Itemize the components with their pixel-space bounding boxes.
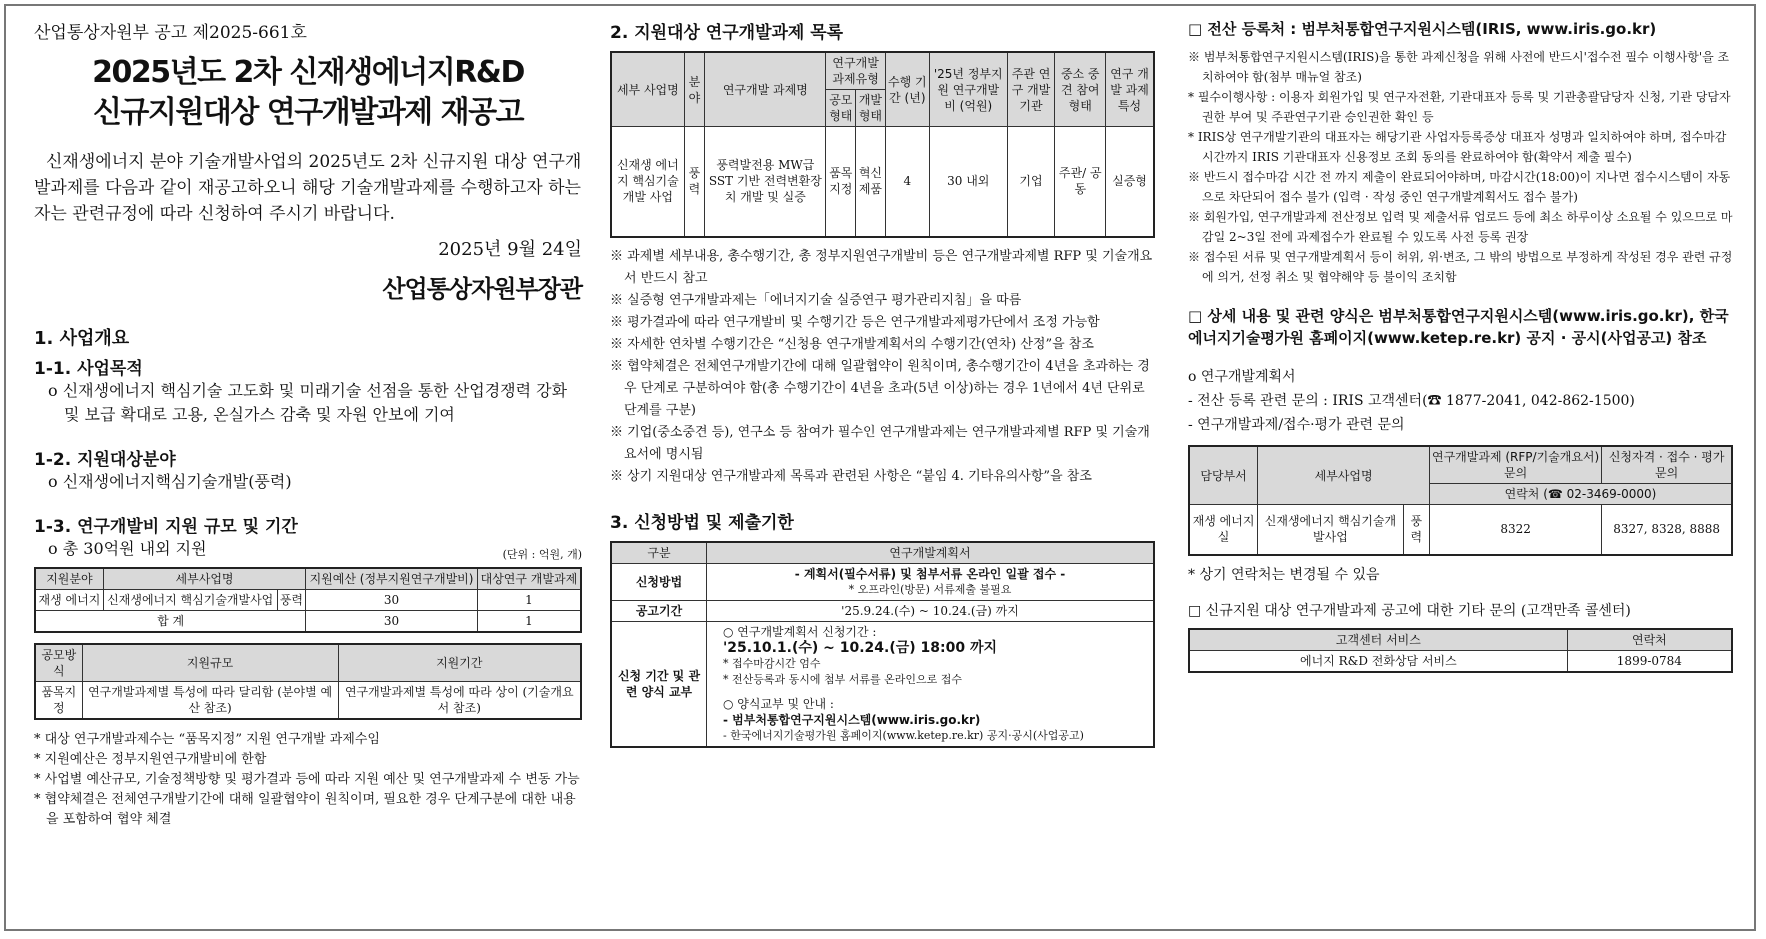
contact-info: o 연구개발계획서 - 전산 등록 관련 문의 : IRIS 고객센터(☎ 1877-2041, 042-862-1500) - 연구개발과제/접수·평가 관련 문의 xyxy=(1188,369,1635,433)
notice-title: 2025년도 2차 신재생에너지R&D 신규지원대상 연구개발과제 재공고 xyxy=(92,55,524,130)
left-notes: * 대상 연구개발과제수는 “품목지정” 지원 연구개발 과제수임 * 지원예산은 정부지원연구개발비에 한함 * 사업별 예산규모, 기술정책방향 및 평가결과 등에 따라 지원 예산 및 연구개발과제 수 변동 가능 * 협약체결은 전체연구개발기간에 대해 일괄협약이 원칙이며, 필요한 경우 단계구분에 대한 내용을 포함하여 협약 체결 xyxy=(34,732,580,827)
section-1-1-text: o 신재생에너지 핵심기술 고도화 및 미래기술 선점을 통한 산업경쟁력 강화 및 보급 확대로 고용, 온실가스 감축 및 자원 안보에 기여 xyxy=(48,381,568,424)
task-list-table: 세부 사업명 분야 연구개발 과제명 연구개발 과제유형 수행 기간 (년) '25년 정부지원 연구개발비 (억원) 주관 연구 개발 기관 중소 중견 참여 형태 연구 개발 과제 특성 공모 형태 개발 형태 신재생 에너지 핵심기술 개발 사업 풍력 풍력발전용 MW급 SST 기반 전력변환장치 개발 및 실증 품목 지정 혁신 제품 4 30 내외 기업 주관/ 공동 실증형 xyxy=(610,51,1155,238)
table-row: 신재생 에너지 핵심기술 개발 사업 풍력 풍력발전용 MW급 SST 기반 전력변환장치 개발 및 실증 품목 지정 혁신 제품 4 30 내외 기업 주관/ 공동 실증형 xyxy=(611,127,1154,237)
table-row: 에너지 R&D 전화상담 서비스 1899-0784 xyxy=(1189,650,1732,672)
table-row: 합 계 30 1 xyxy=(35,611,581,633)
right-column xyxy=(1188,18,1733,673)
issuer: 산업통상자원부장관 xyxy=(382,275,582,303)
table-row: 공고기간 '25.9.24.(수) ~ 10.24.(금) 까지 xyxy=(611,600,1154,621)
contact-table: 담당부서 세부사업명 연구개발과제 (RFP/기술개요서) 문의 신청자격 · 접수 · 평가 문의 연락처 (☎ 02-3469-0000) 재생 에너지실 신재생에너지 핵심기술개발사업 풍력 8322 8327, 8328, 8888 xyxy=(1188,445,1733,556)
table-row: 신청방법 - 계획서(필수서류) 및 첨부서류 온라인 일괄 접수 - * 오프라인(방문) 서류제출 불필요 xyxy=(611,563,1154,600)
middle-notes: ※ 과제별 세부내용, 총수행기간, 총 정부지원연구개발비 등은 연구개발과제별 RFP 및 기술개요서 반드시 참고 ※ 실증형 연구개발과제는「에너지기술 실증연구 평가관리지침」을 따름 ※ 평가결과에 따라 연구개발비 및 수행기간 등은 연구개발과제평가단에서 조정 가능함 ※ 자세한 연차별 수행기간은 “신청용 연구개발계획서의 수행기간(연차) 산정”을 참조 ※ 협약체결은 전체연구개발기간에 대해 일괄협약이 원칙이며, 총수행기간이 4년을 초과하는 경우 단계로 구분하여야 함(총 수행기간이 4년을 초과(5년 이상)하는 경우 1년에서 4년 단위로 단계를 구분) ※ 기업(중소중견 등), 연구소 등 참여가 필수인 연구개발과제는 연구개발과제별 RFP 및 기술개요서에 명시됨 ※ 상기 지원대상 연구개발과제 목록과 관련된 사항은 “붙임 4. 기타유의사항”을 참조 xyxy=(610,248,1153,484)
notice-date: 2025년 9월 24일 xyxy=(438,239,582,260)
section-3-heading: 3. 신청방법 및 제출기한 xyxy=(610,512,794,533)
table-row: 재생 에너지 신재생에너지 핵심기술개발사업 풍력 30 1 xyxy=(35,590,581,611)
table-row: 품목지정 연구개발과제별 특성에 따라 달리함 (분야별 예산 참조) 연구개발과제별 특성에 따라 상이 (기술개요서 참조) xyxy=(35,682,581,720)
callcenter-table: 고객센터 서비스 연락처 에너지 R&D 전화상담 서비스 1899-0784 xyxy=(1188,628,1733,673)
section-1-2-text: o 신재생에너지핵심기술개발(풍력) xyxy=(48,472,292,491)
section-1-3-text: (단위 : 억원, 개) o 총 30억원 내외 지원 xyxy=(48,539,582,561)
announcement-number: 산업통상자원부 공고 제2025-661호 xyxy=(34,23,307,43)
section-2-heading: 2. 지원대상 연구개발과제 목록 xyxy=(610,23,844,43)
registration-notes: ※ 범부처통합연구지원시스템(IRIS)을 통한 과제신청을 위해 사전에 반드시'접수전 필수 이행사항'을 조치하여야 함(첨부 매뉴얼 참조) * 필수이행사항 : 이용자 회원가입 및 연구자전환, 기관대표자 등록 및 기관총괄담당자 신청, 기관 당담자 권한 부여 및 주관연구기관 승인권한 확인 등 * IRIS상 연구개발기관의 대표자는 해당기관 사업자등록증상 대표자 성명과 일치하여야 하며, 접수마감 시간까지 IRIS 기관대표자 신용정보 조회 동의를 완료하여야 함(확약서 제출 필수) ※ 반드시 접수마감 시간 전 까지 제출이 완료되어야하며, 마감시간(18:00)이 지나면 접수시스템이 자동으로 차단되어 접수 불가 (입력 · 작성 중인 연구개발계획서도 접수 불가) ※ 회원가입, 연구개발과제 전산정보 입력 및 제출서류 업로드 등에 최소 하루이상 소요될 수 있으므로 마감일 2~3일 전에 과제접수가 완료될 수 있도록 사전 등록 권장 ※ 접수된 서류 및 연구개발계획서 등이 허위, 위·변조, 그 밖의 방법으로 부정하게 작성된 경우 관련 규정에 의거, 선정 취소 및 협약해약 등 불이익 조치함 xyxy=(1188,50,1733,284)
registration-heading: □ 전산 등록처 : 범부처통합연구지원시스템(IRIS, www.iris.go.kr) xyxy=(1188,20,1657,38)
section-1-heading: 1. 사업개요 xyxy=(34,328,130,349)
middle-column xyxy=(610,18,1155,748)
other-inquiry-heading: □ 신규지원 대상 연구개발과제 공고에 대한 기타 문의 (고객만족 콜센터) xyxy=(1188,602,1631,619)
contact-note: * 상기 연락처는 변경될 수 있음 xyxy=(1188,566,1380,583)
application-table: 구분 연구개발계획서 신청방법 - 계획서(필수서류) 및 첨부서류 온라인 일괄 접수 - * 오프라인(방문) 서류제출 불필요 공고기간 '25.9.24.(수) ~ 10.24.(금) 까지 신청 기간 및 관련 양식 교부 ○ 연구개발계획서 신청기간 : '25.10.1.(수) ~ 10.24.(금) 18:00 까지 * 접수마감시간 엄수 * 전산등록과 동시에 첨부 서류를 온라인으로 접수 ○ 양식교부 및 안내 : - 범부처통합연구지원시스템(www.iris.go.kr) - 한국에너지기술평가원 홈페이지(www.ketep.re.kr) 공지·공시(사업공고) xyxy=(610,541,1155,748)
details-heading: □ 상세 내용 및 관련 양식은 범부처통합연구지원시스템(www.iris.go.kr), 한국에너지기술평가원 홈페이지(www.ketep.re.kr) 공지 · 공시(사업공고) 참조 xyxy=(1188,307,1729,347)
left-column xyxy=(34,18,582,830)
method-table: 공모방식 지원규모 지원기간 품목지정 연구개발과제별 특성에 따라 달리함 (분야별 예산 참조) 연구개발과제별 특성에 따라 상이 (기술개요서 참조) xyxy=(34,643,582,720)
table-row: 재생 에너지실 신재생에너지 핵심기술개발사업 풍력 8322 8327, 8328, 8888 xyxy=(1189,505,1732,555)
section-1-1-heading: 1-1. 사업목적 xyxy=(34,359,143,379)
section-1-2-heading: 1-2. 지원대상분야 xyxy=(34,450,176,470)
table-row: 신청 기간 및 관련 양식 교부 ○ 연구개발계획서 신청기간 : '25.10.1.(수) ~ 10.24.(금) 18:00 까지 * 접수마감시간 엄수 * 전산등록과 동시에 첨부 서류를 온라인으로 접수 ○ 양식교부 및 안내 : - 범부처통합연구지원시스템(www.iris.go.kr) - 한국에너지기술평가원 홈페이지(www.ketep.re.kr) 공지·공시(사업공고) xyxy=(611,621,1154,747)
intro-paragraph: 신재생에너지 분야 기술개발사업의 2025년도 2차 신규지원 대상 연구개발과제를 다음과 같이 재공고하오니 해당 기술개발과제를 수행하고자 하는 자는 관련규정에 따라 신청하여 주시기 바랍니다. xyxy=(34,152,582,224)
section-1-3-heading: 1-3. 연구개발비 지원 규모 및 기간 xyxy=(34,517,298,537)
budget-table: 지원분야 세부사업명 지원예산 (정부지원연구개발비) 대상연구 개발과제 재생 에너지 신재생에너지 핵심기술개발사업 풍력 30 1 합 계 30 1 xyxy=(34,567,582,633)
